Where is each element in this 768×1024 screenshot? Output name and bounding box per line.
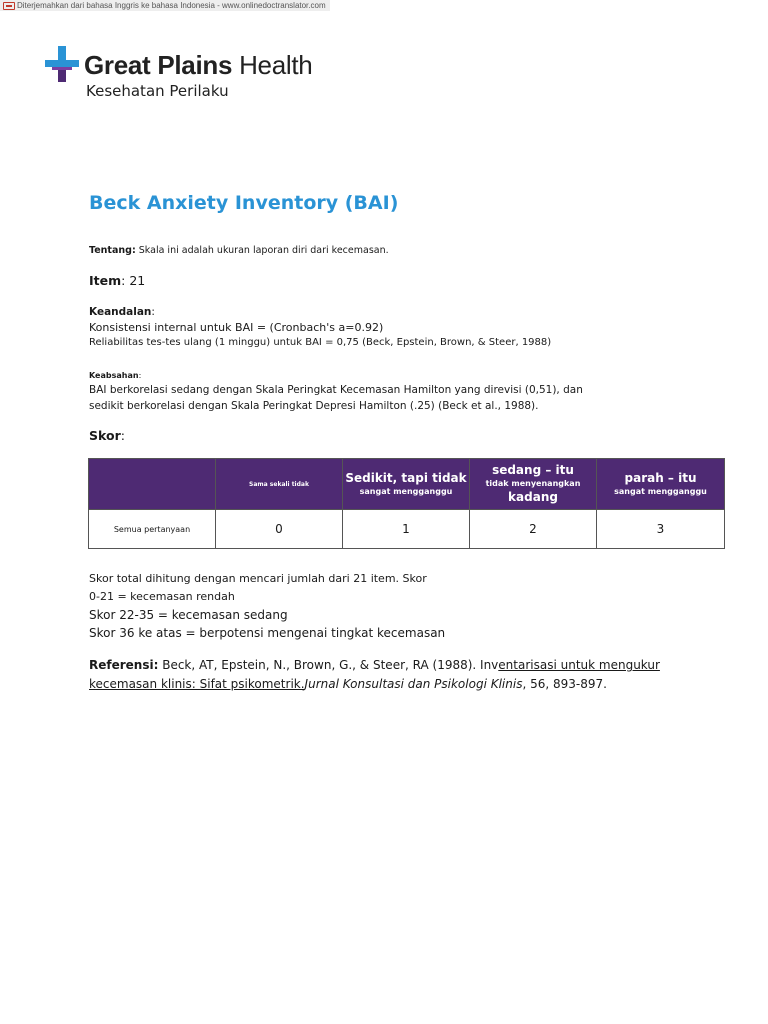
row-value-2: 2 xyxy=(470,510,597,549)
page-title: Beck Anxiety Inventory (BAI) xyxy=(89,192,399,214)
header-empty xyxy=(89,459,216,510)
totals-line-1: Skor total dihitung dengan mencari jumlah dari 21 item. Skor xyxy=(89,572,427,585)
totals-line-4: Skor 36 ke atas = berpotensi mengenai tingkat kecemasan xyxy=(89,626,446,640)
row-value-3: 3 xyxy=(597,510,725,549)
logo xyxy=(45,46,345,82)
header-col-0 xyxy=(216,459,343,510)
medical-cross-icon xyxy=(45,46,79,82)
item-label: Item xyxy=(89,273,122,288)
translator-banner[interactable] xyxy=(0,0,330,11)
header-col-1-big: Sedikit, tapi tidak xyxy=(345,470,467,485)
table-row xyxy=(89,510,725,549)
logo-bold: Great Plains xyxy=(84,50,233,80)
logo-light: Health xyxy=(239,50,313,80)
reference-link[interactable]: entarisasi untuk mengukur kecemasan klinis: Sifat psikometrik. xyxy=(89,658,660,691)
item-value: : 21 xyxy=(121,273,146,288)
keandalan-line-1: Konsistensi internal untuk BAI = (Cronbach's a=0.92) xyxy=(89,321,384,334)
translator-icon xyxy=(3,2,15,10)
item-line xyxy=(89,273,145,288)
header-col-2-big: sedang – itu xyxy=(492,463,574,477)
reference xyxy=(89,656,699,694)
keandalan-heading xyxy=(89,306,155,318)
row-value-0: 0 xyxy=(216,510,343,549)
cross-bar-purple xyxy=(52,67,72,70)
header-col-3-big: parah – itu xyxy=(624,470,697,485)
header-col-3 xyxy=(597,459,725,510)
tentang-label: Tentang: xyxy=(89,245,136,256)
cross-horizontal-blue xyxy=(45,60,79,67)
reference-journal: Jurnal Konsultasi dan Psikologi Klinis xyxy=(304,677,523,691)
totals-line-2: 0-21 = kecemasan rendah xyxy=(89,590,235,603)
header-col-2-small: tidak menyenangkan xyxy=(485,479,581,488)
keandalan-line-2: Reliabilitas tes-tes ulang (1 minggu) untuk BAI = 0,75 (Beck, Epstein, Brown, & Steer, 1988) xyxy=(89,337,552,348)
logo-subtitle: Kesehatan Perilaku xyxy=(86,82,229,100)
skor-heading xyxy=(89,428,125,443)
score-interpretation xyxy=(89,570,445,642)
skor-label: Skor xyxy=(89,428,121,443)
header-col-2-big2: kadang xyxy=(508,490,558,504)
score-table-header xyxy=(89,459,725,510)
header-col-1 xyxy=(343,459,470,510)
keandalan-colon: : xyxy=(151,306,155,318)
logo-wordmark xyxy=(84,49,312,81)
header-col-3-small: sangat mengganggu xyxy=(614,486,707,496)
score-table xyxy=(88,458,725,549)
reference-text: Beck, AT, Epstein, N., Brown, G., & Steer, RA (1988). Inv xyxy=(158,658,499,672)
keabsahan-line-2: sedikit berkorelasi dengan Skala Peringkat Depresi Hamilton (.25) (Beck et al., 1988). xyxy=(89,400,539,412)
keandalan-label: Keandalan xyxy=(89,306,152,318)
tentang-text: Skala ini adalah ukuran laporan diri dari kecemasan. xyxy=(135,245,389,256)
header-col-1-small: sangat mengganggu xyxy=(359,486,453,496)
reference-label: Referensi: xyxy=(89,658,159,672)
tentang-line xyxy=(89,245,389,256)
keabsahan-heading xyxy=(89,371,141,380)
reference-tail: , 56, 893-897. xyxy=(522,677,607,691)
totals-line-3: Skor 22-35 = kecemasan sedang xyxy=(89,608,288,622)
row-value-1: 1 xyxy=(343,510,470,549)
keabsahan-line-1: BAI berkorelasi sedang dengan Skala Peringkat Kecemasan Hamilton yang direvisi (0,51), dan xyxy=(89,384,583,396)
row-label: Semua pertanyaan xyxy=(89,510,216,549)
header-col-2 xyxy=(470,459,597,510)
header-col-0-small: Sama sekali tidak xyxy=(249,480,309,488)
banner-text: Diterjemahkan dari bahasa Inggris ke bahasa Indonesia - www.onlinedoctranslator.com xyxy=(17,1,326,10)
skor-colon: : xyxy=(120,428,125,443)
keabsahan-label: Keabsahan xyxy=(89,371,139,380)
keabsahan-colon: : xyxy=(138,371,142,380)
